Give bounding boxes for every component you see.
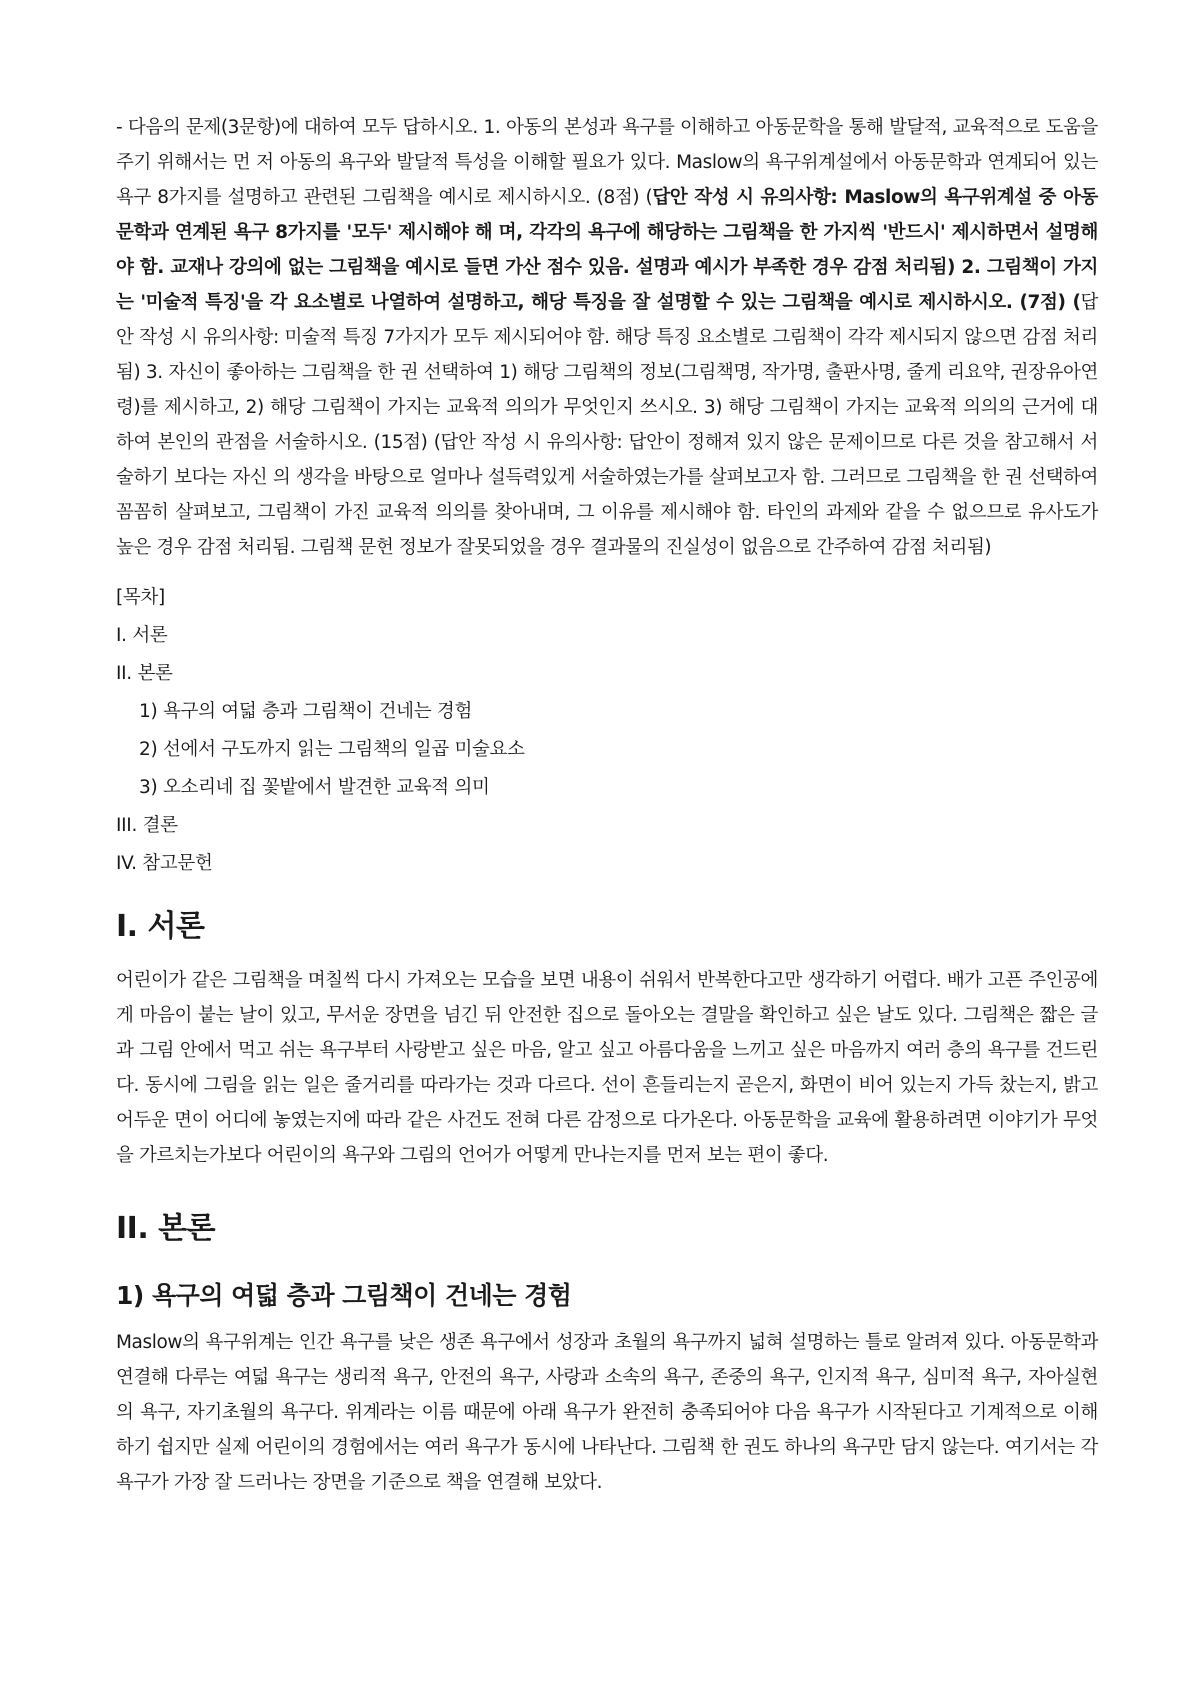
section-heading-introduction: I. 서론 — [116, 909, 205, 944]
assignment-instructions — [116, 110, 1098, 565]
instructions-part-1: - 다음의 문제(3문항)에 대하여 모두 답하시오. 1. 아동의 본성과 욕구를 이해하고 아동문학을 통해 발달적, 교육적으로 도움을 주기 위해서는 먼 저 아동의 욕구와 발달적 특성을 이해할 필요가 있다. Maslow의 욕구위계설에서 아동문학과 연계되어 있는 욕구 8가지를 설명하고 관련된 그림책을 예시로 제시하시오. (8점) ( — [116, 117, 1098, 208]
instructions-part-2: 답안 작성 시 유의사항: 미술적 특징 7가지가 모두 제시되어야 함. 해당 특징 요소별로 그림책이 각각 제시되지 않으면 감점 처리됨) 3. 자신이 좋아하는 그림책을 한 권 선택하여 1) 해당 그림책의 정보(그림책명, 작가명, 출판사명, 줄게 리요약, 권장유아연령)를 제시하고, 2) 해당 그림책이 가지는 교육적 의의가 무엇인지 쓰시오. 3) 해당 그림책이 가지는 교육적 의의의 근거에 대하여 본인의 관점을 서술하시오. (15점) (답안 작성 시 유의사항: 답안이 정해져 있지 않은 문제이므로 다른 것을 참고해서 서술하기 보다는 자신 의 생각을 바탕으로 얼마나 설득력있게 서술하였는가를 살펴보고자 함. 그러므로 그림책을 한 권 선택하여 꼼꼼히 살펴보고, 그림책이 가진 교육적 의의를 찾아내며, 그 이유를 제시해야 함. 타인의 과제와 같을 수 없으므로 유사도가 높은 경우 감점 처리됨. 그림책 문헌 정보가 잘못되었을 경우 결과물의 진실성이 없음으로 간주하여 감점 처리됨) — [116, 292, 1098, 558]
toc-title: [목차] — [116, 587, 165, 608]
toc-item-conclusion: III. 결론 — [116, 815, 178, 836]
toc-subitem-art-elements: 2) 선에서 구도까지 읽는 그림책의 일곱 미술요소 — [139, 739, 525, 760]
toc-item-introduction: I. 서론 — [116, 625, 168, 646]
subsection-heading-needs: 1) 욕구의 여덟 층과 그림책이 건네는 경험 — [116, 1281, 572, 1310]
instructions-bold-notes: 답안 작성 시 유의사항: Maslow의 욕구위계설 중 아동문학과 연계된 욕구 8가지를 '모두' 제시해야 해 며, 각각의 욕구에 해당하는 그림책을 한 가지씩 '반드시' 제시하면서 설명해야 함. 교재나 강의에 없는 그림책을 예시로 들면 가산 점수 있음. 설명과 예시가 부족한 경우 감점 처리됨) 2. 그림책이 가지는 '미술적 특징'을 각 요소별로 나열하여 설명하고, 해당 특징을 잘 설명할 수 있는 그림책을 예시로 제시하시오. (7점) ( — [116, 187, 1098, 313]
needs-paragraph: Maslow의 욕구위계는 인간 욕구를 낮은 생존 욕구에서 성장과 초월의 욕구까지 넓혀 설명하는 틀로 알려져 있다. 아동문학과 연결해 다루는 여덟 욕구는 생리적 욕구, 안전의 욕구, 사랑과 소속의 욕구, 존중의 욕구, 인지적 욕구, 심미적 욕구, 자아실현의 욕구, 자기초월의 욕구다. 위계라는 이름 때문에 아래 욕구가 완전히 충족되어야 다음 욕구가 시작된다고 기계적으로 이해하기 쉽지만 실제 어린이의 경험에서는 여러 욕구가 동시에 나타난다. 그림책 한 권도 하나의 욕구만 담지 않는다. 여기서는 각 욕구가 가장 잘 드러나는 장면을 기준으로 책을 연결해 보았다. — [116, 1332, 1098, 1493]
section-heading-body: II. 본론 — [116, 1211, 216, 1246]
toc-subitem-needs: 1) 욕구의 여덟 층과 그림책이 건네는 경험 — [139, 701, 473, 722]
toc-item-body: II. 본론 — [116, 663, 173, 684]
toc-subitem-educational-meaning: 3) 오소리네 집 꽃밭에서 발견한 교육적 의미 — [139, 777, 490, 798]
table-of-contents — [116, 579, 1098, 883]
toc-item-references: IV. 참고문헌 — [116, 853, 213, 874]
introduction-paragraph: 어린이가 같은 그림책을 며칠씩 다시 가져오는 모습을 보면 내용이 쉬워서 반복한다고만 생각하기 어렵다. 배가 고픈 주인공에게 마음이 붙는 날이 있고, 무서운 장면을 넘긴 뒤 안전한 집으로 돌아오는 결말을 확인하고 싶은 날도 있다. 그림책은 짧은 글과 그림 안에서 먹고 쉬는 욕구부터 사랑받고 싶은 마음, 알고 싶고 아름다움을 느끼고 싶은 마음까지 여러 층의 욕구를 건드린다. 동시에 그림을 읽는 일은 줄거리를 따라가는 것과 다르다. 선이 흔들리는지 곧은지, 화면이 비어 있는지 가득 찼는지, 밝고 어두운 면이 어디에 놓였는지에 따라 같은 사건도 전혀 다른 감정으로 다가온다. 아동문학을 교육에 활용하려면 이야기가 무엇을 가르치는가보다 어린이의 욕구와 그림의 언어가 어떻게 만나는지를 먼저 보는 편이 좋다. — [116, 970, 1098, 1166]
